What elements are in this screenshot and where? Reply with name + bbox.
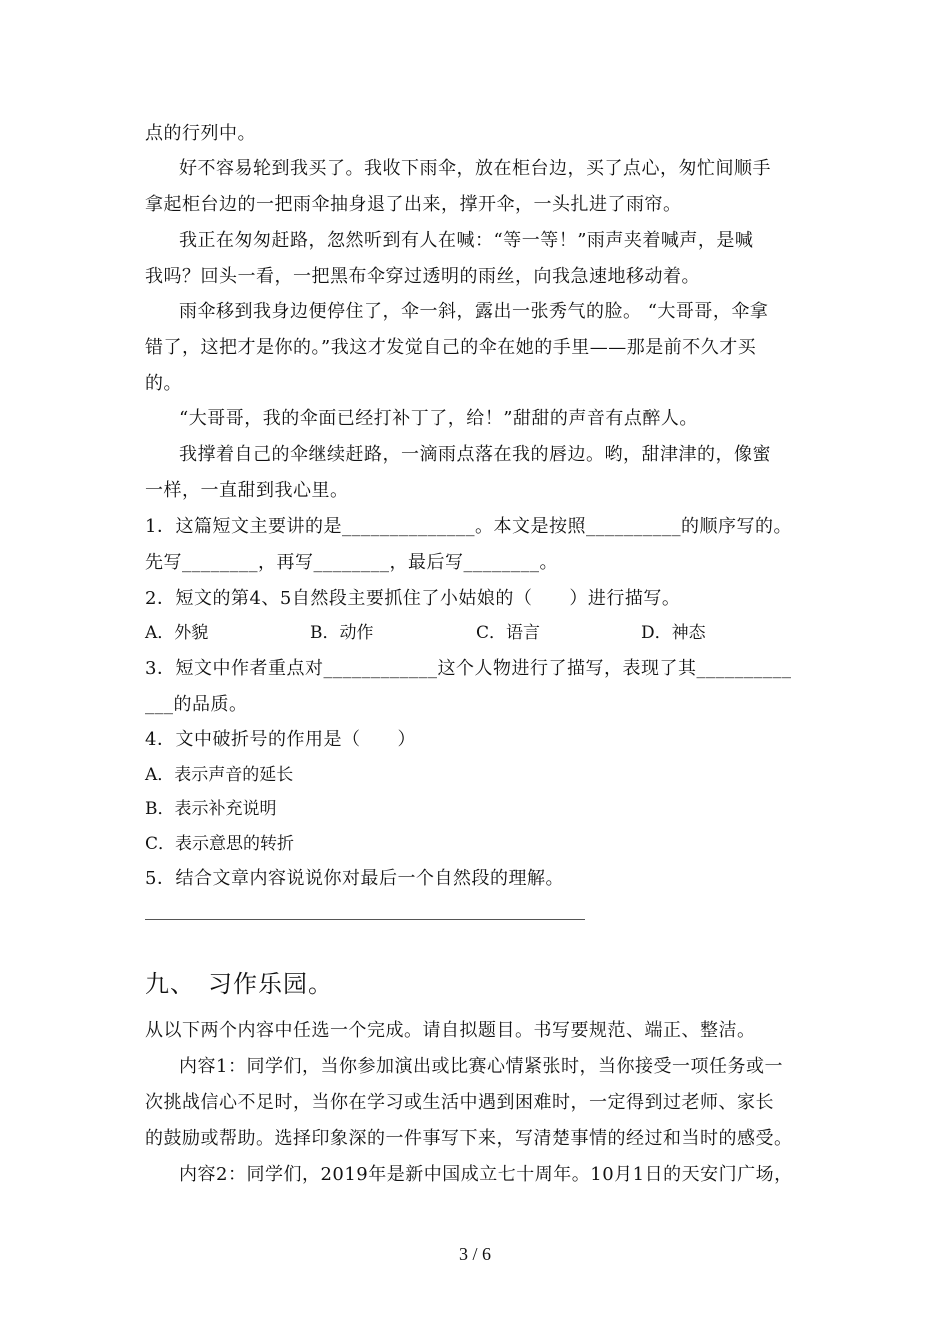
question-3-continued: ___的品质。 — [145, 694, 248, 715]
question-2-option-a: A．外貌 — [145, 623, 209, 643]
page-number: 3 / 6 — [458, 1244, 491, 1264]
section-9-line: 内容2：同学们，2019年是新中国成立七十周年。10月1日的天安门广场， — [179, 1164, 793, 1185]
question-2-option-c: C．语言 — [476, 623, 541, 643]
passage-line: 点的行列中。 — [145, 123, 256, 144]
question-4: 4．文中破折号的作用是（ ） — [145, 729, 416, 750]
passage-line: 拿起柜台边的一把雨伞抽身退了出来，撑开伞，一头扎进了雨帘。 — [145, 194, 682, 215]
question-5: 5．结合文章内容说说你对最后一个自然段的理解。 — [145, 868, 564, 889]
question-1-continued: 先写________，再写________，最后写________。 — [145, 552, 558, 573]
section-9-instructions: 从以下两个内容中任选一个完成。请自拟题目。书写要规范、端正、整洁。 — [145, 1020, 756, 1041]
question-4-option-c: C．表示意思的转折 — [145, 834, 295, 854]
question-4-option-b: B．表示补充说明 — [145, 799, 277, 819]
passage-line: 错了，这把才是你的。”我这才发觉自己的伞在她的手里——那是前不久才买 — [145, 337, 757, 358]
answer-line — [145, 919, 585, 920]
question-4-option-a: A．表示声音的延长 — [145, 765, 294, 785]
question-3: 3．短文中作者重点对____________这个人物进行了描写，表现了其__________ — [145, 658, 792, 679]
question-2-option-d: D．神态 — [641, 623, 706, 643]
passage-line: 我正在匆匆赶路，忽然听到有人在喊：“等一等！”雨声夹着喊声，是喊 — [179, 230, 754, 251]
passage-line: 我吗？回头一看，一把黑布伞穿过透明的雨丝，向我急速地移动着。 — [145, 266, 700, 287]
passage-line: 我撑着自己的伞继续赶路，一滴雨点落在我的唇边。哟，甜津津的，像蜜 — [179, 444, 771, 465]
question-2-option-b: B．动作 — [310, 623, 374, 643]
passage-line: 一样，一直甜到我心里。 — [145, 480, 349, 501]
passage-line: 雨伞移到我身边便停住了，伞一斜，露出一张秀气的脸。 “大哥哥，伞拿 — [179, 301, 769, 322]
passage-line: “大哥哥，我的伞面已经打补丁了，给！”甜甜的声音有点醉人。 — [179, 408, 698, 429]
passage-line: 的。 — [145, 373, 182, 394]
section-9-line: 次挑战信心不足时，当你在学习或生活中遇到困难时，一定得到过老师、家长 — [145, 1092, 774, 1113]
question-1: 1．这篇短文主要讲的是______________。本文是按照__________的顺序写的。 — [145, 516, 792, 537]
question-2: 2．短文的第4、5自然段主要抓住了小姑娘的（ ）进行描写。 — [145, 588, 681, 609]
section-9-line: 内容1：同学们，当你参加演出或比赛心情紧张时，当你接受一项任务或一 — [179, 1056, 783, 1077]
section-9-title: 九、 习作乐园。 — [145, 970, 333, 998]
passage-line: 好不容易轮到我买了。我收下雨伞，放在柜台边，买了点心，匆忙间顺手 — [179, 158, 771, 179]
section-9-line: 的鼓励或帮助。选择印象深的一件事写下来，写清楚事情的经过和当时的感受。 — [145, 1128, 793, 1149]
